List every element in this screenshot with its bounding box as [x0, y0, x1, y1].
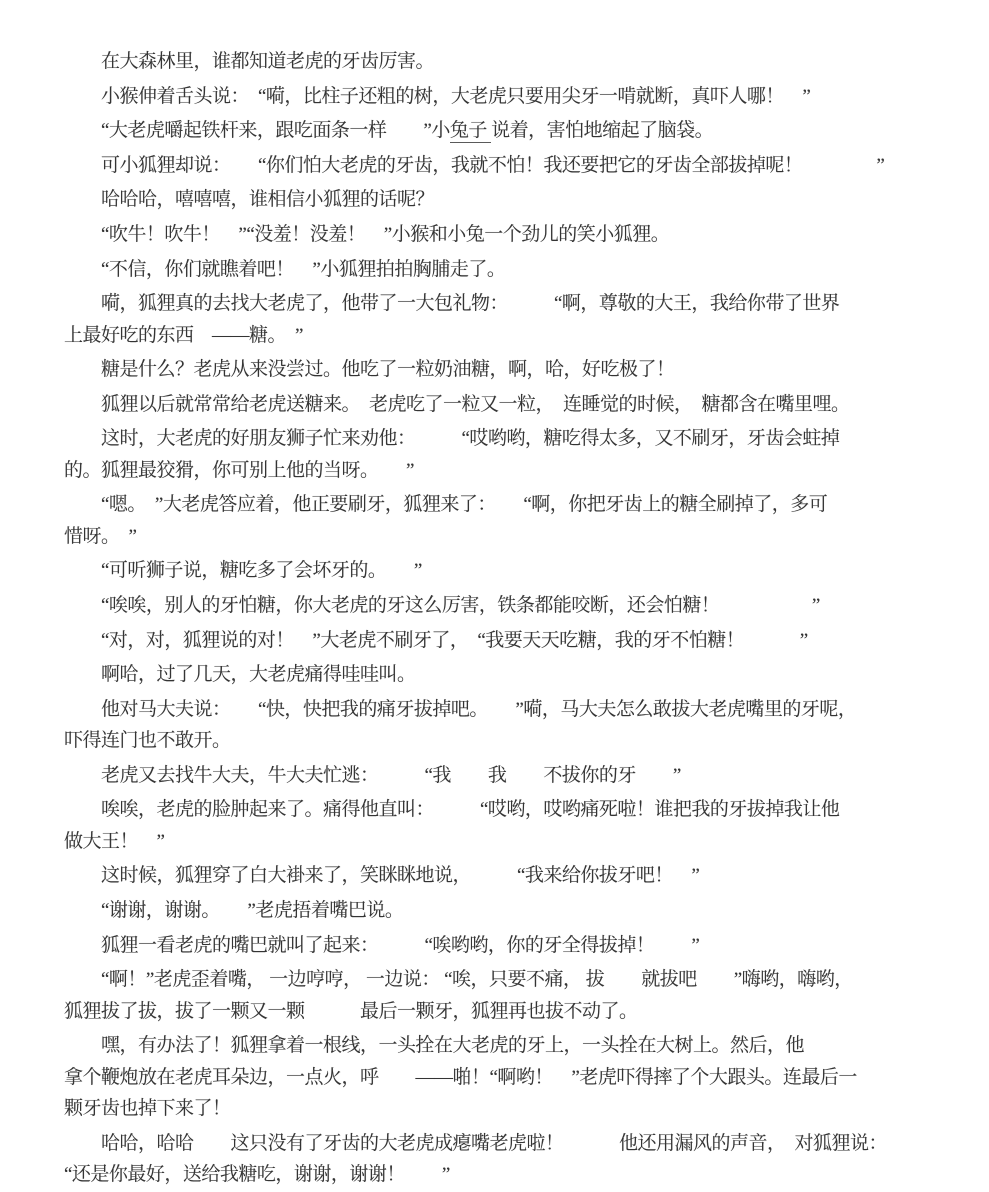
text-line: 上最好吃的东西 ——糖。 ” — [64, 324, 303, 346]
text-line: “对，对，狐狸说的对！ ”大老虎不刷牙了， “我要天天吃糖，我的牙不怕糖！ ” — [64, 629, 808, 651]
paragraph — [64, 659, 949, 690]
text-line: 吓得连门也不敢开。 — [64, 730, 231, 752]
text-line: “唉唉，别人的牙怕糖，你大老虎的牙这么厉害，铁条都能咬断，还会怕糖！ ” — [64, 594, 820, 616]
text-segment: 说着，害怕地缩起了脑袋。 — [491, 120, 714, 142]
paragraph — [64, 590, 949, 621]
text-line: 做大王！ ” — [64, 830, 165, 852]
paragraph — [64, 895, 949, 926]
text-line: 啊哈，过了几天，大老虎痛得哇哇叫。 — [64, 664, 416, 686]
paragraph — [64, 794, 949, 857]
text-line: 狐狸以后就常常给老虎送糖来。 老虎吃了一粒又一粒， 连睡觉的时候， 糖都含在嘴里哩。 — [64, 393, 850, 415]
paragraph — [64, 694, 949, 757]
text-line: 哈哈，哈哈 这只没有了牙齿的大老虎成瘪嘴老虎啦！ 他还用漏风的声音， 对狐狸说： — [64, 1132, 888, 1154]
paragraph — [64, 219, 949, 250]
text-line: 小猴伸着舌头说： “嗬，比柱子还粗的树，大老虎只要用尖牙一啃就断，真吓人哪！ ” — [64, 85, 811, 107]
text-line: “不信，你们就瞧着吧！ ”小狐狸拍拍胸脯走了。 — [64, 258, 506, 280]
text-line: 在大森林里，谁都知道老虎的牙齿厉害。 — [64, 51, 435, 72]
paragraph — [64, 760, 949, 791]
paragraph — [64, 288, 949, 351]
paragraph — [64, 489, 949, 552]
text-line: “嗯。 ”大老虎答应着，他正要刷牙，狐狸来了： “啊，你把牙齿上的糖全刷掉了，多可 — [64, 494, 828, 516]
paragraph — [64, 46, 949, 77]
paragraph — [64, 254, 949, 285]
paragraph — [64, 964, 949, 1027]
paragraph — [64, 930, 949, 961]
paragraph — [64, 389, 949, 420]
paragraph — [64, 860, 949, 891]
text-line: “可听狮子说，糖吃多了会坏牙的。 ” — [64, 560, 422, 582]
text-line: 他对马大夫说： “快，快把我的痛牙拔掉吧。 ”嗬，马大夫怎么敢拔大老虎嘴里的牙呢， — [64, 698, 857, 720]
text-line: 狐狸拔了拔，拔了一颗又一颗 最后一颗牙，狐狸再也拔不动了。 — [64, 1000, 638, 1022]
text-line: “吹牛！吹牛！ ”“没羞！没羞！ ”小猴和小兔一个劲儿的笑小狐狸。 — [64, 223, 670, 245]
paragraph — [64, 354, 949, 385]
text-line: 嘿，有办法了！狐狸拿着一根线，一头拴在大老虎的牙上，一头拴在大树上。然后，他 — [64, 1035, 805, 1057]
text-line — [64, 115, 949, 146]
paragraph — [64, 81, 949, 112]
text-line: 糖是什么？老虎从来没尝过。他吃了一粒奶油糖，啊，哈，好吃极了！ — [64, 359, 675, 381]
paragraph — [64, 150, 949, 181]
paragraph — [64, 423, 949, 486]
text-line: “还是你最好，送给我糖吃，谢谢，谢谢！ ” — [64, 1163, 450, 1185]
text-line: 唉唉，老虎的脸肿起来了。痛得他直叫： “哎哟，哎哟痛死啦！谁把我的牙拔掉我让他 — [64, 799, 840, 821]
text-line: 颗牙齿也掉下来了！ — [64, 1097, 231, 1119]
paragraph — [64, 184, 949, 215]
paragraph — [64, 555, 949, 586]
text-line: “啊！”老虎歪着嘴， 一边哼哼， 一边说： “唉，只要不痛， 拔 就拔吧 ”嗨哟，嗨哟， — [64, 969, 853, 991]
text-line: 这时，大老虎的好朋友狮子忙来劝他： “哎哟哟，糖吃得太多，又不刷牙，牙齿会蛀掉 — [64, 428, 840, 450]
text-line: “谢谢，谢谢。 ”老虎捂着嘴巴说。 — [64, 899, 404, 921]
text-line: 哈哈哈，嘻嘻嘻，谁相信小狐狸的话呢？ — [64, 189, 435, 211]
paragraph — [64, 1128, 949, 1191]
text-line: 嗬，狐狸真的去找大老虎了，他带了一大包礼物： “啊，尊敬的大王，我给你带了世界 — [64, 293, 840, 315]
underlined-rabbit-text: 兔子 — [449, 120, 492, 142]
text-line: 这时候，狐狸穿了白大褂来了，笑眯眯地说， “我来给你拔牙吧！ ” — [64, 865, 700, 887]
text-line: 拿个鞭炮放在老虎耳朵边，一点火，呼 ——啪！“啊哟！ ”老虎吓得摔了个大跟头。连最后一 — [64, 1066, 857, 1088]
text-line: 老虎又去找牛大夫，牛大夫忙逃： “我 我 不拔你的牙 ” — [64, 764, 681, 786]
text-line: 可小狐狸却说： “你们怕大老虎的牙齿，我就不怕！我还要把它的牙齿全部拔掉呢！ ” — [64, 154, 885, 176]
paragraph — [64, 625, 949, 656]
text-line: 惜呀。 ” — [64, 525, 137, 547]
text-line: 的。狐狸最狡猾，你可别上他的当呀。 ” — [64, 459, 414, 481]
text-segment: “大老虎嚼起铁杆来，跟吃面条一样 ”小 — [64, 120, 450, 142]
paragraph — [64, 115, 949, 146]
paragraph — [64, 1030, 949, 1124]
text-line: 狐狸一看老虎的嘴巴就叫了起来： “唉哟哟，你的牙全得拔掉！ ” — [64, 934, 700, 956]
